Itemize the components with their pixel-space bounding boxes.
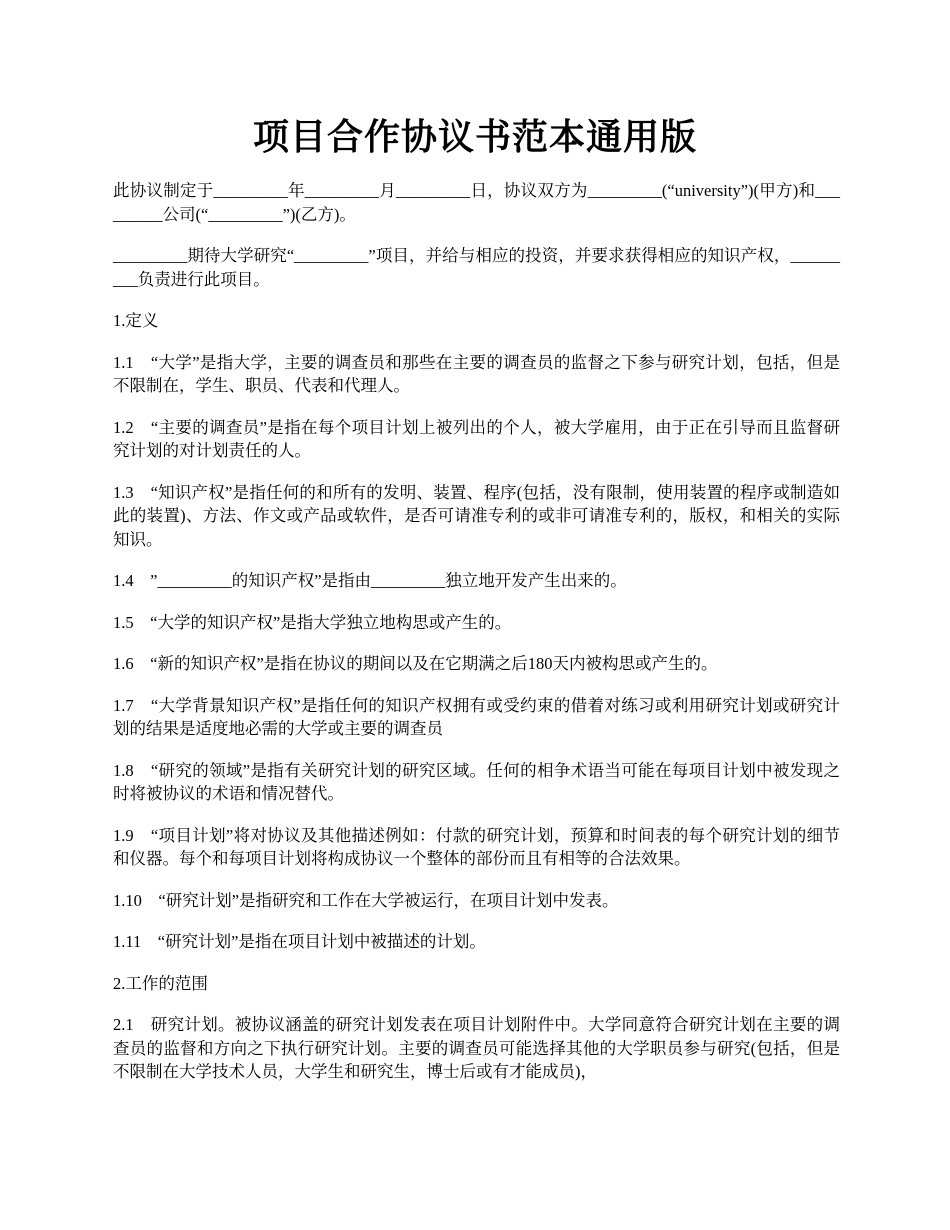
section-heading-definitions: 1.定义	[113, 311, 159, 330]
clause-1-4: 1.4 ”_________的知识产权”是指由_________独立地开发产生出来的。	[113, 571, 627, 590]
clause-2-1: 2.1 研究计划。被协议涵盖的研究计划发表在项目计划附件中。大学同意符合研究计划在主要的调查员的监督和方向之下执行研究计划。主要的调查员可能选择其他的大学职员参与研究(包括，但是不限制在大学技术人员，大学生和研究生，博士后或有才能成员)，	[113, 1015, 840, 1081]
clause-1-6: 1.6 “新的知识产权”是指在协议的期间以及在它期满之后180天内被构思或产生的。	[113, 654, 718, 673]
clause-1-7: 1.7 “大学背景知识产权”是指任何的知识产权拥有或受约束的借着对练习或利用研究计划或研究计划的结果是适度地必需的大学或主要的调查员	[113, 695, 840, 738]
clause-1-9: 1.9 “项目计划”将对协议及其他描述例如：付款的研究计划，预算和时间表的每个研究计划的细节和仪器。每个和每项目计划将构成协议一个整体的部份而且有相等的合法效果。	[113, 825, 840, 868]
clause-1-3: 1.3 “知识产权”是指任何的和所有的发明、装置、程序(包括，没有限制，使用装置的程序或制造如此的装置)、方法、作文或产品或软件，是否可请准专利的或非可请准专利的，版权，和相关的实际知识。	[113, 482, 840, 549]
clause-1-2: 1.2 “主要的调查员”是指在每个项目计划上被列出的个人，被大学雇用，由于正在引导而且监督研究计划的对计划责任的人。	[113, 417, 840, 460]
clause-1-8: 1.8 “研究的领域”是指有关研究计划的研究区域。任何的相争术语当可能在每项目计划中被发现之时将被协议的术语和情况替代。	[113, 760, 840, 803]
preamble-paragraph: 此协议制定于_________年_________月_________日，协议双方为_________(“university”)(甲方)和_________公司(“_________”)(乙方)。	[113, 181, 840, 224]
clause-1-11: 1.11 “研究计划”是指在项目计划中被描述的计划。	[113, 932, 486, 951]
document-body	[113, 179, 840, 1102]
clause-1-5: 1.5 “大学的知识产权”是指大学独立地构思或产生的。	[113, 612, 512, 632]
clause-1-1: 1.1 “大学”是指大学，主要的调查员和那些在主要的调查员的监督之下参与研究计划，包括，但是不限制在，学生、职员、代表和代理人。	[113, 352, 840, 395]
document-title: 项目合作协议书范本通用版	[252, 117, 697, 157]
purpose-paragraph: _________期待大学研究“_________”项目，并给与相应的投资，并要求获得相应的知识产权，_________负责进行此项目。	[113, 246, 840, 289]
section-heading-scope: 2.工作的范围	[113, 973, 208, 993]
clause-1-10: 1.10 “研究计划”是指研究和工作在大学被运行，在项目计划中发表。	[113, 890, 619, 910]
